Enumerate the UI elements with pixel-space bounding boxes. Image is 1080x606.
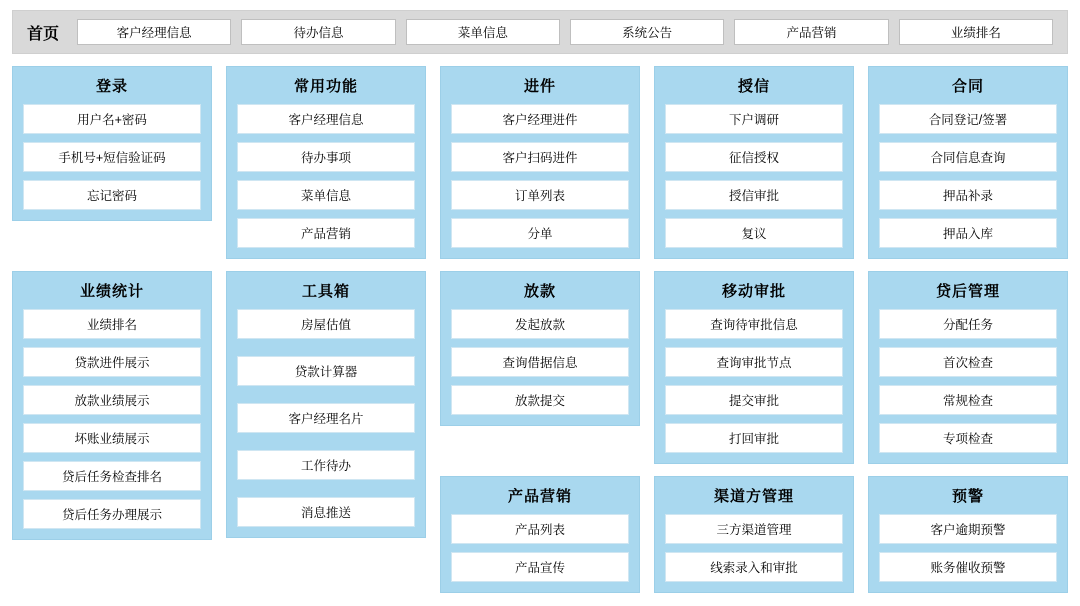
card-title: 授信 bbox=[737, 78, 770, 95]
top-nav-item-menu-info[interactable]: 菜单信息 bbox=[406, 19, 560, 45]
card-item[interactable]: 分配任务 bbox=[879, 309, 1057, 339]
card-item-list bbox=[23, 104, 201, 210]
card-item[interactable]: 客户逾期预警 bbox=[879, 514, 1057, 544]
card-item[interactable]: 查询借据信息 bbox=[451, 347, 629, 377]
card-title: 预警 bbox=[951, 488, 984, 505]
card-item[interactable]: 查询审批节点 bbox=[665, 347, 843, 377]
card-application-intake bbox=[440, 66, 640, 259]
card-item[interactable]: 放款业绩展示 bbox=[23, 385, 201, 415]
card-login bbox=[12, 66, 212, 221]
card-item[interactable]: 查询待审批信息 bbox=[665, 309, 843, 339]
module-grid bbox=[12, 66, 1068, 593]
card-contract bbox=[868, 66, 1068, 259]
card-item[interactable]: 分单 bbox=[451, 218, 629, 248]
card-item-list bbox=[451, 309, 629, 415]
card-item[interactable]: 贷款进件展示 bbox=[23, 347, 201, 377]
card-item[interactable]: 合同信息查询 bbox=[879, 142, 1057, 172]
card-item[interactable]: 客户经理进件 bbox=[451, 104, 629, 134]
card-item[interactable]: 打回审批 bbox=[665, 423, 843, 453]
card-title: 进件 bbox=[523, 78, 556, 95]
top-nav-item-system-notice[interactable]: 系统公告 bbox=[570, 19, 724, 45]
card-disbursement bbox=[440, 271, 640, 426]
card-title: 合同 bbox=[951, 78, 984, 95]
card-performance-statistics bbox=[12, 271, 212, 540]
card-item-list bbox=[23, 309, 201, 529]
card-item[interactable]: 房屋估值 bbox=[237, 309, 415, 339]
card-title: 工具箱 bbox=[301, 283, 350, 300]
card-item[interactable]: 忘记密码 bbox=[23, 180, 201, 210]
top-nav-item-todo-info[interactable]: 待办信息 bbox=[241, 19, 395, 45]
card-item-list bbox=[451, 104, 629, 248]
card-channel-management bbox=[654, 476, 854, 593]
card-item[interactable]: 专项检查 bbox=[879, 423, 1057, 453]
card-common-functions bbox=[226, 66, 426, 259]
card-item-list bbox=[879, 309, 1057, 453]
card-item[interactable]: 征信授权 bbox=[665, 142, 843, 172]
card-item-list bbox=[451, 514, 629, 582]
card-item[interactable]: 用户名+密码 bbox=[23, 104, 201, 134]
card-title: 登录 bbox=[95, 78, 128, 95]
card-item[interactable]: 产品列表 bbox=[451, 514, 629, 544]
card-item[interactable]: 下户调研 bbox=[665, 104, 843, 134]
card-item[interactable]: 工作待办 bbox=[237, 450, 415, 480]
card-item[interactable]: 复议 bbox=[665, 218, 843, 248]
card-item[interactable]: 菜单信息 bbox=[237, 180, 415, 210]
card-item[interactable]: 业绩排名 bbox=[23, 309, 201, 339]
top-navigation-bar bbox=[12, 10, 1068, 54]
card-item-list bbox=[665, 104, 843, 248]
card-item-list bbox=[665, 309, 843, 453]
card-item[interactable]: 客户经理名片 bbox=[237, 403, 415, 433]
card-item[interactable]: 手机号+短信验证码 bbox=[23, 142, 201, 172]
card-item[interactable]: 合同登记/签署 bbox=[879, 104, 1057, 134]
card-item-list bbox=[665, 514, 843, 582]
card-item[interactable]: 账务催收预警 bbox=[879, 552, 1057, 582]
card-title: 贷后管理 bbox=[935, 283, 1000, 300]
card-item[interactable]: 押品补录 bbox=[879, 180, 1057, 210]
card-item[interactable]: 贷后任务办理展示 bbox=[23, 499, 201, 529]
card-item[interactable]: 产品宣传 bbox=[451, 552, 629, 582]
card-item[interactable]: 贷款计算器 bbox=[237, 356, 415, 386]
card-item[interactable]: 首次检查 bbox=[879, 347, 1057, 377]
card-item[interactable]: 客户经理信息 bbox=[237, 104, 415, 134]
card-title: 渠道方管理 bbox=[713, 488, 794, 505]
card-item[interactable]: 押品入库 bbox=[879, 218, 1057, 248]
card-item[interactable]: 提交审批 bbox=[665, 385, 843, 415]
card-title: 产品营销 bbox=[507, 488, 572, 505]
card-title: 移动审批 bbox=[721, 283, 786, 300]
card-item[interactable]: 常规检查 bbox=[879, 385, 1057, 415]
card-item[interactable]: 订单列表 bbox=[451, 180, 629, 210]
card-title: 业绩统计 bbox=[79, 283, 144, 300]
top-nav-item-product-marketing[interactable]: 产品营销 bbox=[734, 19, 888, 45]
card-item[interactable]: 线索录入和审批 bbox=[665, 552, 843, 582]
card-item[interactable]: 授信审批 bbox=[665, 180, 843, 210]
home-label: 首页 bbox=[27, 25, 60, 43]
card-item-list bbox=[237, 104, 415, 248]
card-item[interactable]: 客户扫码进件 bbox=[451, 142, 629, 172]
card-item[interactable]: 贷后任务检查排名 bbox=[23, 461, 201, 491]
card-toolbox bbox=[226, 271, 426, 538]
card-item-list bbox=[879, 104, 1057, 248]
card-item-list bbox=[237, 309, 415, 527]
top-nav-items bbox=[77, 19, 1053, 45]
card-product-marketing bbox=[440, 476, 640, 593]
card-item[interactable]: 坏账业绩展示 bbox=[23, 423, 201, 453]
card-early-warning bbox=[868, 476, 1068, 593]
card-item[interactable]: 待办事项 bbox=[237, 142, 415, 172]
card-item-list bbox=[879, 514, 1057, 582]
card-post-loan-management bbox=[868, 271, 1068, 464]
card-title: 常用功能 bbox=[293, 78, 358, 95]
card-mobile-approval bbox=[654, 271, 854, 464]
top-nav-item-performance-ranking[interactable]: 业绩排名 bbox=[899, 19, 1053, 45]
card-item[interactable]: 放款提交 bbox=[451, 385, 629, 415]
card-item[interactable]: 三方渠道管理 bbox=[665, 514, 843, 544]
card-item[interactable]: 发起放款 bbox=[451, 309, 629, 339]
card-title: 放款 bbox=[523, 283, 556, 300]
card-item[interactable]: 消息推送 bbox=[237, 497, 415, 527]
top-nav-item-customer-manager-info[interactable]: 客户经理信息 bbox=[77, 19, 231, 45]
card-credit-approval bbox=[654, 66, 854, 259]
card-item[interactable]: 产品营销 bbox=[237, 218, 415, 248]
